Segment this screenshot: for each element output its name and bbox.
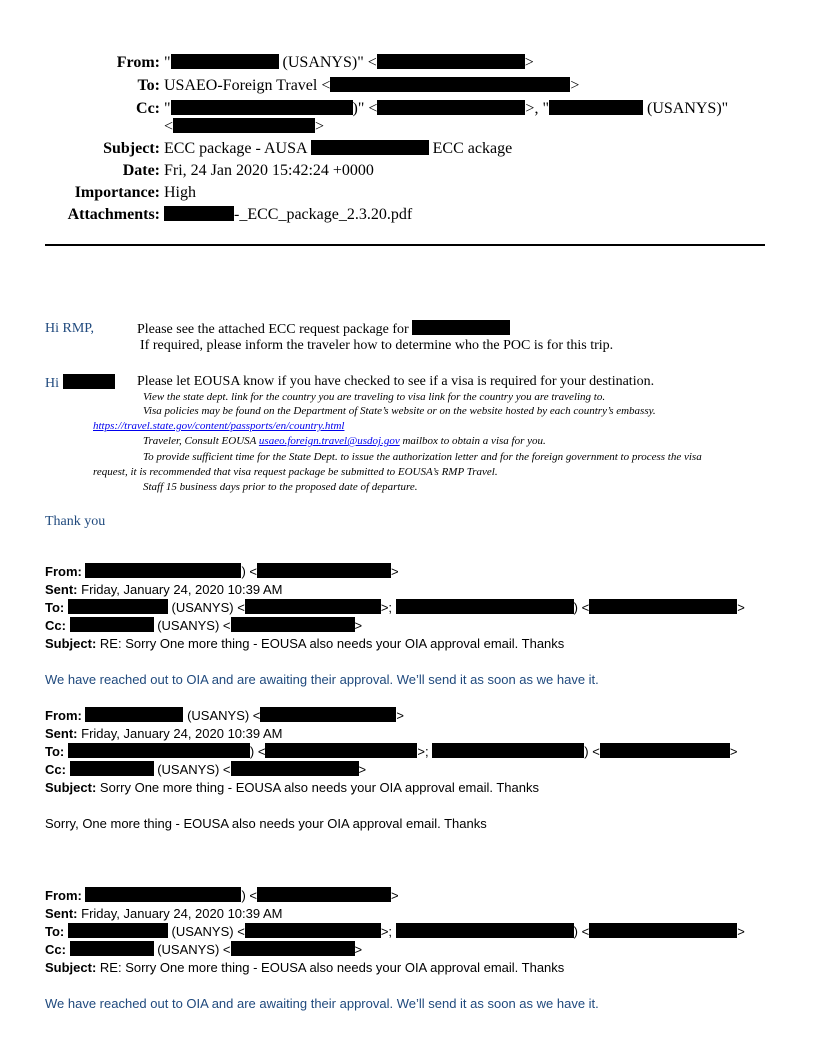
body-line-1: Please see the attached ECC request package for — [137, 320, 510, 338]
thread-message-text: We have reached out to OIA and are awaiting their approval. We’ll send it as soon as we have it. — [45, 672, 599, 687]
redaction-block — [396, 923, 574, 938]
redaction-block — [600, 743, 730, 758]
redaction-block — [245, 599, 381, 614]
subject-value: ECC package - AUSA ECC ackage — [164, 140, 513, 157]
redaction-block — [231, 941, 355, 956]
attachment-link[interactable]: -_ECC_package_2.3.20.pdf — [164, 205, 412, 225]
redaction-block — [173, 118, 315, 133]
redaction-block — [231, 617, 355, 632]
thread-from: From: (USANYS) < > — [45, 708, 404, 723]
thread-cc: Cc: (USANYS) < > — [45, 942, 363, 957]
cc-value: " )" < >, " (USANYS)" — [164, 100, 729, 117]
visa-note-6: Staff 15 business days prior to the proposed date of departure. — [143, 481, 418, 493]
greeting-rmp: Hi RMP, — [45, 321, 95, 336]
redaction-block — [68, 923, 168, 938]
visa-note-3: Traveler, Consult EOUSA usaeo.foreign.travel@usdoj.gov mailbox to obtain a visa for you. — [143, 435, 546, 447]
redaction-block — [589, 599, 737, 614]
redaction-block — [171, 54, 279, 69]
thread-from: From: ) < > — [45, 888, 399, 903]
eousa-email-link[interactable]: usaeo.foreign.travel@usdoj.gov — [258, 435, 400, 447]
redaction-block — [85, 563, 241, 578]
thread-cc: Cc: (USANYS) < > — [45, 618, 363, 633]
redaction-block — [164, 206, 234, 221]
greeting-hi: Hi — [45, 374, 115, 392]
redaction-block — [68, 599, 168, 614]
visa-note-1: View the state dept. link for the country you are traveling to visa link for the country you are traveling to. — [143, 391, 606, 403]
redaction-block — [68, 743, 250, 758]
to-value: USAEO-Foreign Travel < > — [164, 77, 580, 94]
redaction-block — [377, 100, 525, 115]
redaction-block — [257, 563, 391, 578]
visa-note-4: To provide sufficient time for the State Dept. to issue the authorization letter and for the foreign government to process the visa — [143, 451, 702, 463]
thread-sent: Sent: Friday, January 24, 2020 10:39 AM — [45, 906, 283, 921]
thread-sent: Sent: Friday, January 24, 2020 10:39 AM — [45, 726, 283, 741]
redaction-block — [589, 923, 737, 938]
visa-note-5: request, it is recommended that visa request package be submitted to EOUSA’s RMP Travel. — [93, 466, 498, 478]
redaction-block — [412, 320, 510, 335]
date-value: Fri, 24 Jan 2020 15:42:24 +0000 — [164, 162, 374, 179]
redaction-block — [70, 617, 154, 632]
thank-you: Thank you — [45, 514, 106, 529]
redaction-block — [70, 941, 154, 956]
redaction-block — [171, 100, 353, 115]
redaction-block — [245, 923, 381, 938]
redaction-block — [265, 743, 417, 758]
thread-sent: Sent: Friday, January 24, 2020 10:39 AM — [45, 582, 283, 597]
header-divider — [45, 244, 765, 246]
state-dept-link[interactable]: https://travel.state.gov/content/passports/en/country.html — [93, 420, 345, 432]
cc-value-continued: < > — [164, 118, 325, 135]
redaction-block — [396, 599, 574, 614]
thread-to: To: (USANYS) < >; ) < > — [45, 600, 745, 615]
redaction-block — [231, 761, 359, 776]
thread-cc: Cc: (USANYS) < > — [45, 762, 367, 777]
redaction-block — [257, 887, 391, 902]
thread-to: To: (USANYS) < >; ) < > — [45, 924, 745, 939]
thread-subject: Subject: RE: Sorry One more thing - EOUSA also needs your OIA approval email. Thanks — [45, 636, 565, 651]
thread-message-text: We have reached out to OIA and are awaiting their approval. We’ll send it as soon as we have it. — [45, 996, 599, 1011]
redaction-block — [70, 761, 154, 776]
from-value: " (USANYS)" < > — [164, 54, 534, 71]
redaction-block — [63, 374, 115, 389]
redaction-block — [549, 100, 643, 115]
thread-from: From: ) < > — [45, 564, 399, 579]
thread-subject: Subject: RE: Sorry One more thing - EOUSA also needs your OIA approval email. Thanks — [45, 960, 565, 975]
redaction-block — [85, 707, 183, 722]
redaction-block — [377, 54, 525, 69]
thread-message-text: Sorry, One more thing - EOUSA also needs your OIA approval email. Thanks — [45, 816, 487, 831]
redaction-block — [260, 707, 396, 722]
redaction-block — [85, 887, 241, 902]
redaction-block — [311, 140, 429, 155]
visa-note-2: Visa policies may be found on the Department of State’s website or on the website hosted by each country’s embassy. — [143, 405, 656, 417]
thread-to: To: ) < >; ) < > — [45, 744, 738, 759]
thread-subject: Subject: Sorry One more thing - EOUSA also needs your OIA approval email. Thanks — [45, 780, 540, 795]
body-line-2: If required, please inform the traveler how to determine who the POC is for this trip. — [140, 338, 614, 353]
importance-value: High — [164, 184, 196, 201]
redaction-block — [330, 77, 570, 92]
body-line-3: Please let EOUSA know if you have checked to see if a visa is required for your destination. — [137, 374, 655, 389]
redaction-block — [432, 743, 584, 758]
